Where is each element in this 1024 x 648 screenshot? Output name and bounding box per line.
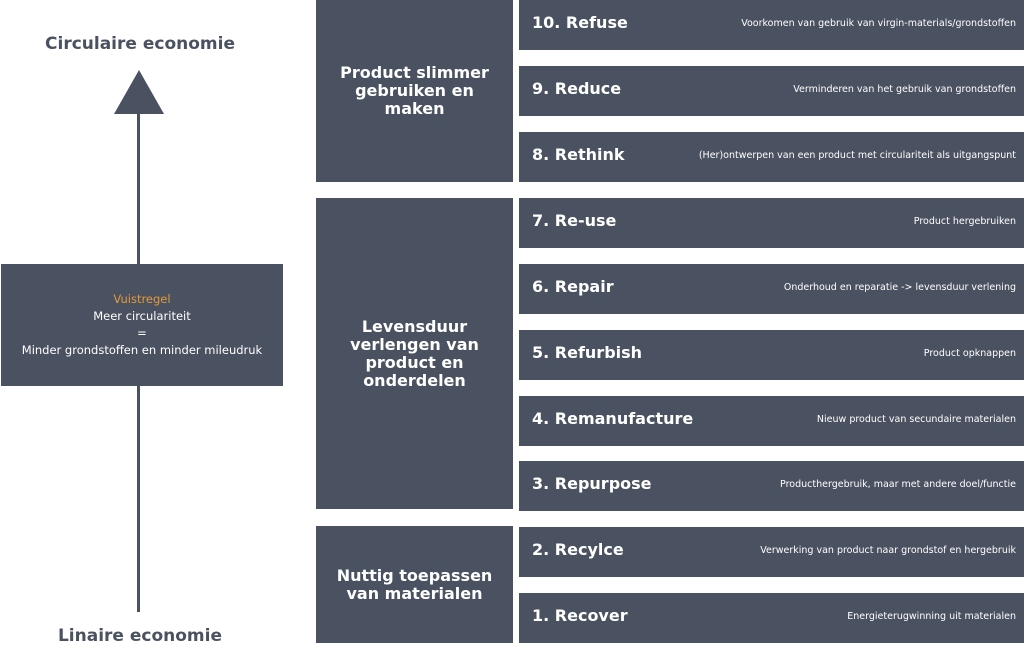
axis-line-upper: [137, 110, 140, 264]
r-strategy-recover: [519, 593, 1024, 643]
r-strategy-desc: Verwerking van product naar grondstof en hergebruik: [760, 545, 1016, 556]
linear-economy-label: Linaire economie: [57, 626, 223, 646]
r-strategy-reduce: [519, 66, 1024, 116]
group-label: Product slimmer gebruiken en maken: [340, 63, 489, 118]
group-extend-lifespan: [316, 198, 513, 509]
r-strategy-refuse: [519, 0, 1024, 50]
axis-line-lower: [137, 386, 140, 612]
r-strategy-desc: Nieuw product van secundaire materialen: [816, 414, 1016, 425]
r-strategy-recycle: [519, 527, 1024, 577]
r-strategy-desc: (Her)ontwerpen van een product met circulariteit als uitgangspunt: [698, 150, 1016, 161]
group-smarter-use: [316, 0, 513, 182]
group-label: Levensduur verlengen van product en onderdelen: [350, 316, 479, 390]
arrow-up-icon: [114, 70, 164, 114]
r-strategy-rethink: [519, 132, 1024, 182]
r-strategy-name: 9. Reduce: [532, 79, 622, 98]
r-strategy-name: 8. Rethink: [532, 145, 625, 164]
rule-of-thumb-box: [1, 264, 283, 386]
r-strategy-name: 2. Recylce: [532, 540, 624, 559]
r-strategy-desc: Onderhoud en reparatie -> levensduur verlening: [783, 282, 1016, 293]
r-strategy-name: 6. Repair: [532, 277, 614, 296]
r-strategy-desc: Product hergebruiken: [913, 216, 1016, 227]
r-strategy-desc: Product opknappen: [923, 348, 1016, 359]
rule-title: Vuistregel: [113, 292, 171, 306]
r-strategy-desc: Voorkomen van gebruik van virgin-materials/grondstoffen: [741, 18, 1016, 29]
r-strategy-name: 10. Refuse: [532, 13, 628, 32]
r-strategy-name: 1. Recover: [532, 606, 628, 625]
r-strategy-name: 4. Remanufacture: [532, 409, 694, 428]
r-strategy-desc: Energieterugwinning uit materialen: [847, 611, 1016, 622]
r-strategy-desc: Verminderen van het gebruik van grondstoffen: [793, 84, 1016, 95]
r-strategy-desc: Producthergebruik, maar met andere doel/functie: [780, 479, 1016, 490]
circular-economy-label: Circulaire economie: [45, 34, 235, 54]
r-strategy-repurpose: [519, 461, 1024, 511]
r-strategy-remanufacture: [519, 396, 1024, 446]
rule-line-1: Meer circulariteit: [93, 309, 191, 323]
r-strategy-name: 7. Re-use: [532, 211, 617, 230]
r-strategy-refurbish: [519, 330, 1024, 380]
rule-line-3: Minder grondstoffen en minder mileudruk: [21, 343, 263, 357]
r-strategy-name: 5. Refurbish: [532, 343, 643, 362]
group-useful-application: [316, 526, 513, 643]
rule-line-2: =: [137, 326, 147, 340]
r-strategy-name: 3. Repurpose: [532, 474, 652, 493]
group-label: Nuttig toepassen van materialen: [336, 565, 493, 603]
r-strategy-reuse: [519, 198, 1024, 248]
r-strategy-repair: [519, 264, 1024, 314]
